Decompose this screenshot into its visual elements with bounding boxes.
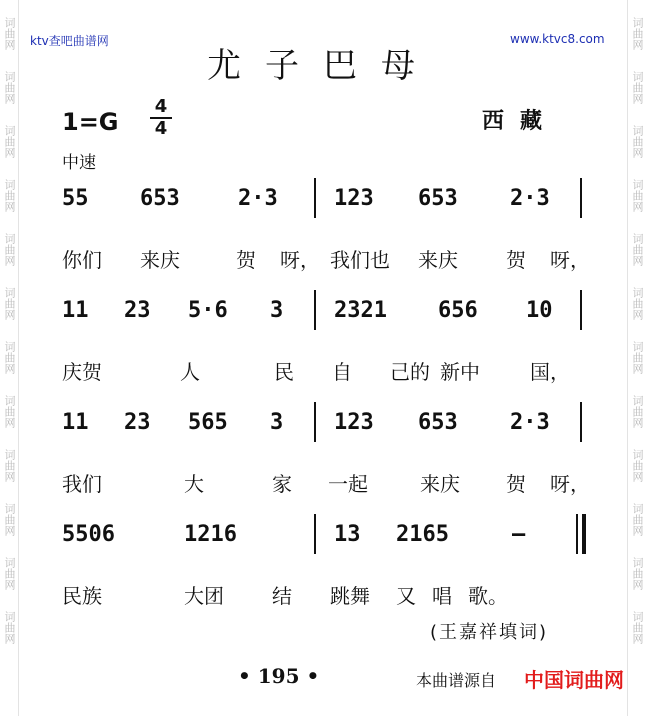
page-number: • 195 • bbox=[238, 664, 320, 688]
barline bbox=[580, 290, 582, 330]
final-barline-thin bbox=[576, 514, 578, 554]
side-watermark: 词曲网 bbox=[3, 232, 16, 266]
lyric: 呀， bbox=[550, 472, 590, 496]
lyric: 民 bbox=[274, 360, 294, 384]
side-watermark: 词曲网 bbox=[631, 16, 644, 50]
source-label: 本曲谱源自 bbox=[416, 671, 497, 690]
lyric: 我们也 bbox=[330, 248, 390, 272]
lyric: 歌。 bbox=[468, 584, 508, 608]
side-watermark: 词曲网 bbox=[3, 394, 16, 428]
lyric: 贺 bbox=[506, 472, 526, 496]
lyric: 唱 bbox=[432, 584, 452, 608]
barline bbox=[314, 290, 316, 330]
lyric: 大团 bbox=[184, 584, 224, 608]
note-group: 2·3 bbox=[238, 186, 278, 211]
song-title: 尤子巴母 bbox=[207, 46, 439, 86]
side-watermark: 词曲网 bbox=[3, 124, 16, 158]
left-watermark-strip bbox=[0, 0, 19, 716]
barline bbox=[314, 514, 316, 554]
note-group: 23 bbox=[124, 410, 151, 435]
barline bbox=[314, 178, 316, 218]
note-group: 55 bbox=[62, 186, 89, 211]
lyric: 来庆 bbox=[140, 248, 180, 272]
key-signature: 1=G bbox=[62, 108, 119, 136]
side-watermark: 词曲网 bbox=[3, 556, 16, 590]
note-group: 653 bbox=[418, 186, 458, 211]
note-group: — bbox=[512, 522, 526, 547]
final-barline-thick bbox=[582, 514, 586, 554]
right-watermark-strip bbox=[627, 0, 646, 716]
note-group: 3 bbox=[270, 410, 284, 435]
lyric: 你们 bbox=[62, 248, 102, 272]
lyric: 新中 bbox=[440, 360, 480, 384]
side-watermark: 词曲网 bbox=[3, 178, 16, 212]
note-group: 5506 bbox=[62, 522, 115, 547]
note-group: 653 bbox=[418, 410, 458, 435]
note-group: 10 bbox=[526, 298, 553, 323]
side-watermark: 词曲网 bbox=[631, 610, 644, 644]
note-group: 2321 bbox=[334, 298, 387, 323]
side-watermark: 词曲网 bbox=[3, 448, 16, 482]
notation-line bbox=[60, 410, 600, 448]
lyric: 我们 bbox=[62, 472, 102, 496]
lyric: 跳舞 bbox=[330, 584, 370, 608]
note-group: 5·6 bbox=[188, 298, 228, 323]
lyric: 结 bbox=[272, 584, 292, 608]
song-origin: 西藏 bbox=[482, 109, 559, 134]
side-watermark: 词曲网 bbox=[631, 556, 644, 590]
site-watermark-right: www.ktvc8.com bbox=[510, 32, 605, 46]
barline bbox=[314, 402, 316, 442]
time-signature bbox=[150, 98, 172, 138]
lyric-line bbox=[60, 244, 600, 272]
side-watermark: 词曲网 bbox=[631, 70, 644, 104]
lyric-line bbox=[60, 580, 600, 608]
lyric: 民族 bbox=[62, 584, 102, 608]
barline bbox=[580, 402, 582, 442]
source-site: 中国词曲网 bbox=[524, 668, 624, 692]
note-group: 2·3 bbox=[510, 186, 550, 211]
note-group: 653 bbox=[140, 186, 180, 211]
side-watermark: 词曲网 bbox=[631, 502, 644, 536]
lyric: 来庆 bbox=[418, 248, 458, 272]
side-watermark: 词曲网 bbox=[631, 448, 644, 482]
side-watermark: 词曲网 bbox=[3, 286, 16, 320]
note-group: 3 bbox=[270, 298, 284, 323]
lyric: 贺 bbox=[506, 248, 526, 272]
lyric: 家 bbox=[272, 472, 292, 496]
notation-line bbox=[60, 298, 600, 336]
lyric: 来庆 bbox=[420, 472, 460, 496]
note-group: 11 bbox=[62, 410, 89, 435]
lyric: 贺 bbox=[236, 248, 256, 272]
lyric-line bbox=[60, 356, 600, 384]
note-group: 1216 bbox=[184, 522, 237, 547]
lyric: 大 bbox=[184, 472, 204, 496]
side-watermark: 词曲网 bbox=[631, 394, 644, 428]
note-group: 23 bbox=[124, 298, 151, 323]
lyricist-credit: (王嘉祥填词) bbox=[430, 622, 549, 643]
lyric: 国， bbox=[530, 360, 570, 384]
lyric: 呀， bbox=[280, 248, 320, 272]
time-signature-top: 4 bbox=[154, 96, 168, 117]
lyric: 呀， bbox=[550, 248, 590, 272]
note-group: 656 bbox=[438, 298, 478, 323]
lyric: 庆贺 bbox=[62, 360, 102, 384]
side-watermark: 词曲网 bbox=[3, 16, 16, 50]
note-group: 123 bbox=[334, 186, 374, 211]
side-watermark: 词曲网 bbox=[3, 70, 16, 104]
lyric: 又 bbox=[396, 584, 416, 608]
side-watermark: 词曲网 bbox=[3, 502, 16, 536]
side-watermark: 词曲网 bbox=[3, 610, 16, 644]
notation-line bbox=[60, 186, 600, 224]
side-watermark: 词曲网 bbox=[631, 178, 644, 212]
time-signature-bottom: 4 bbox=[154, 118, 168, 139]
site-watermark-left: ktv查吧曲谱网 bbox=[30, 34, 109, 48]
lyric: 自 bbox=[332, 360, 352, 384]
note-group: 565 bbox=[188, 410, 228, 435]
notation-line bbox=[60, 522, 600, 560]
lyric: 己的 bbox=[390, 360, 430, 384]
side-watermark: 词曲网 bbox=[631, 232, 644, 266]
note-group: 2165 bbox=[396, 522, 449, 547]
lyric-line bbox=[60, 468, 600, 496]
lyric: 一起 bbox=[328, 472, 368, 496]
barline bbox=[580, 178, 582, 218]
side-watermark: 词曲网 bbox=[631, 286, 644, 320]
side-watermark: 词曲网 bbox=[631, 124, 644, 158]
tempo-marking: 中速 bbox=[62, 153, 96, 173]
side-watermark: 词曲网 bbox=[631, 340, 644, 374]
lyric: 人 bbox=[180, 360, 200, 384]
side-watermark: 词曲网 bbox=[3, 340, 16, 374]
note-group: 2·3 bbox=[510, 410, 550, 435]
note-group: 13 bbox=[334, 522, 361, 547]
note-group: 123 bbox=[334, 410, 374, 435]
note-group: 11 bbox=[62, 298, 89, 323]
